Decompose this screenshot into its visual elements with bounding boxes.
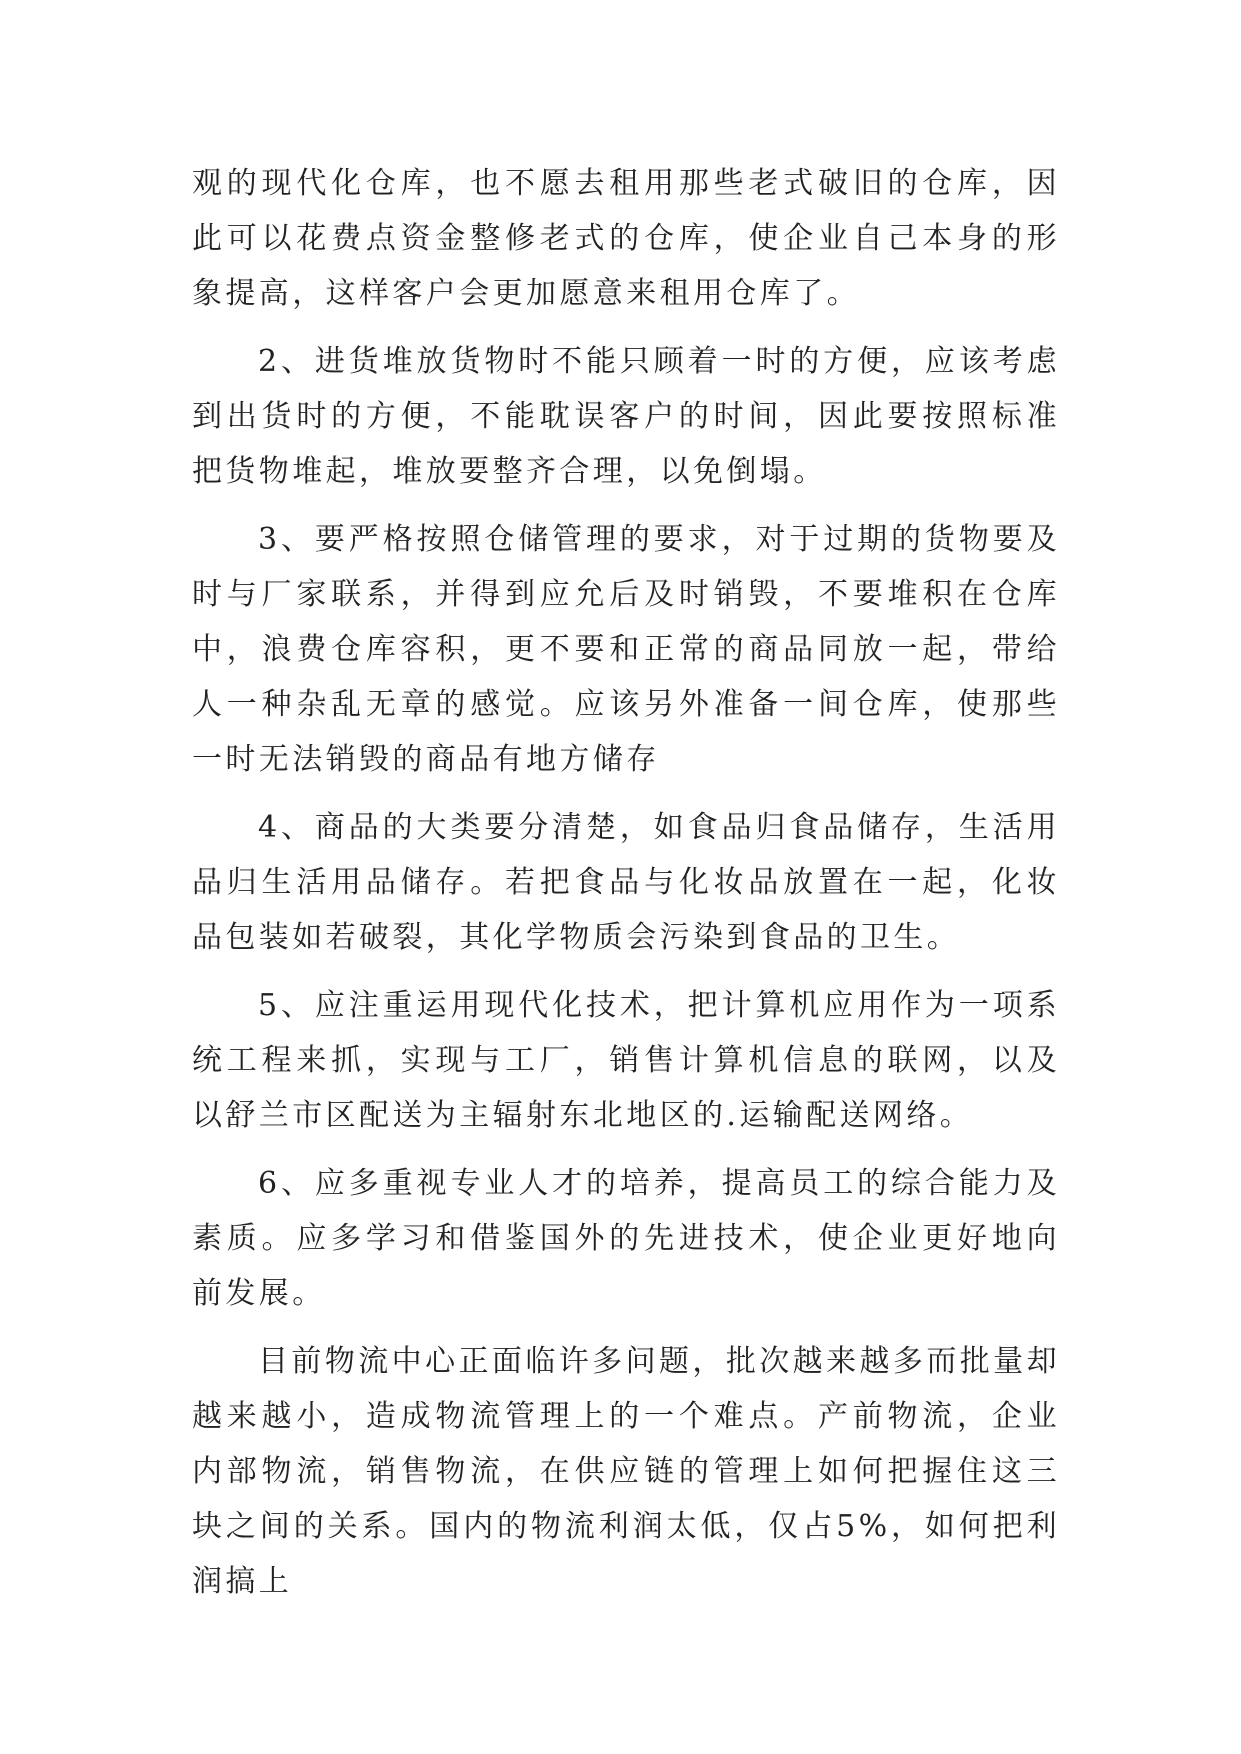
paragraph-item-3: 3、要严格按照仓储管理的要求，对于过期的货物要及时与厂家联系，并得到应允后及时销毁，不要堆积在仓库中，浪费仓库容积，更不要和正常的商品同放一起，带给人一种杂乱无章的感觉。应该另外准备一间仓库，使那些一时无法销毁的商品有地方储存	[192, 522, 1060, 777]
paragraph-item-2: 2、进货堆放货物时不能只顾着一时的方便，应该考虑到出货时的方便，不能耽误客户的时间，因此要按照标准把货物堆起，堆放要整齐合理，以免倒塌。	[192, 344, 1060, 489]
paragraph-item-6: 6、应多重视专业人才的培养，提高员工的综合能力及素质。应多学习和借鉴国外的先进技术，使企业更好地向前发展。	[192, 1166, 1060, 1311]
document-body	[192, 156, 1060, 1622]
paragraph-logistics-issues: 目前物流中心正面临许多问题，批次越来越多而批量却越来越小，造成物流管理上的一个难点。产前物流，企业内部物流，销售物流，在供应链的管理上如何把握住这三块之间的关系。国内的物流利润太低，仅占5%，如何把利润搞上	[192, 1344, 1060, 1599]
paragraph-continuation: 观的现代化仓库，也不愿去租用那些老式破旧的仓库，因此可以花费点资金整修老式的仓库，使企业自己本身的形象提高，这样客户会更加愿意来租用仓库了。	[192, 166, 1060, 311]
paragraph-item-5: 5、应注重运用现代化技术，把计算机应用作为一项系统工程来抓，实现与工厂，销售计算机信息的联网，以及以舒兰市区配送为主辐射东北地区的.运输配送网络。	[192, 988, 1060, 1133]
paragraph-item-4: 4、商品的大类要分清楚，如食品归食品储存，生活用品归生活用品储存。若把食品与化妆品放置在一起，化妆品包装如若破裂，其化学物质会污染到食品的卫生。	[192, 810, 1060, 955]
